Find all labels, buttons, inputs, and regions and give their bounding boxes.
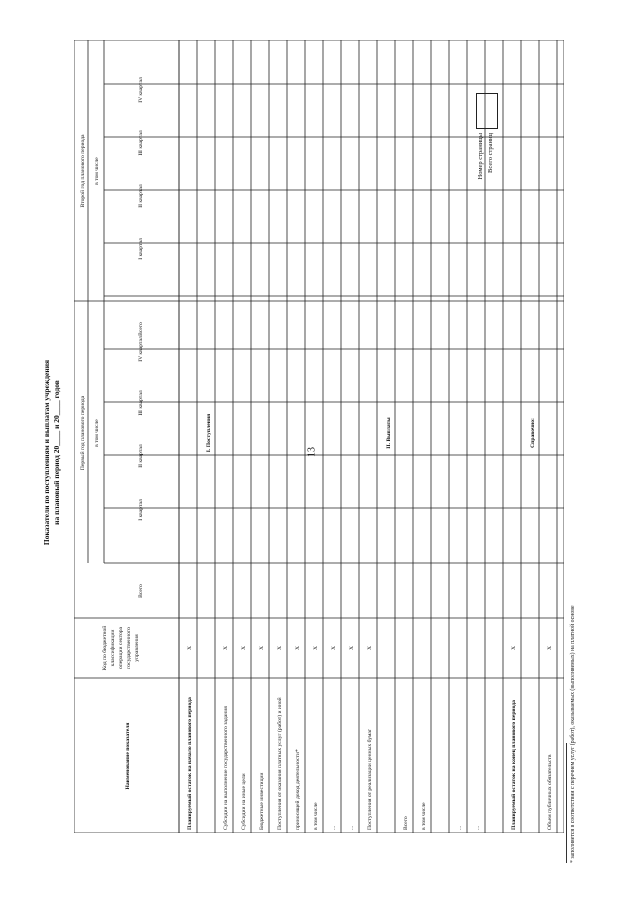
row-code: X: [331, 645, 337, 651]
page-counter: [476, 93, 536, 203]
quarter-header: IV квартал: [138, 336, 144, 362]
period1-header: Первый год планового периода: [80, 395, 86, 471]
row-label: ...: [475, 825, 481, 830]
page-number-box[interactable]: [476, 93, 498, 129]
row-label: Планируемый остаток на начало планового периода: [187, 697, 193, 830]
row-code: X: [259, 645, 265, 651]
page-number: 13: [306, 447, 318, 457]
row-label: Поступления от оказания платных услуг (работ) и иной: [277, 697, 283, 830]
row-label: в том числе: [421, 802, 427, 830]
quarter-header: I квартал: [138, 238, 144, 260]
col-code-header: Код по бюджетной: [102, 625, 108, 671]
total-pages-label: Всего страниц: [487, 133, 494, 173]
row-code: X: [187, 645, 193, 651]
landscape-sheet: [40, 40, 600, 865]
row-label: ...: [457, 825, 463, 830]
section-receipts: I. Поступления: [206, 413, 212, 453]
period1-incl: в том числе: [94, 419, 100, 447]
row-label: Субсидии на иные цели: [241, 773, 247, 830]
quarter-header: I квартал: [138, 499, 144, 521]
quarter-header: IV квартал: [138, 77, 144, 103]
row-code: X: [241, 645, 247, 651]
row-code: X: [349, 645, 355, 651]
col-code-header: управления: [134, 634, 140, 662]
col-code-header: операции сектора: [118, 626, 124, 670]
section-payments: II. Выплаты: [386, 417, 392, 449]
row-label: приносящей доход деятельности*: [295, 749, 301, 830]
period2-header: Второй год планового периода: [80, 134, 86, 208]
period2-incl: в том числе: [94, 157, 100, 185]
footnote: * заполняется в соответствии с перечнем услуг (работ), оказываемых (выполняемых) на платной основе: [570, 605, 576, 863]
row-code: X: [223, 645, 229, 651]
table-subtitle: на плановый период 20____ и 20____ годов: [52, 380, 61, 525]
col-name-header: Наименование показателя: [125, 722, 131, 790]
total-header: Всего: [138, 322, 144, 336]
row-label: ...: [349, 825, 355, 830]
row-label: Субсидии на выполнение государственного задания: [223, 706, 229, 830]
quarter-header: II квартал: [138, 444, 144, 468]
row-label: в том числе: [313, 802, 319, 830]
col-code-header: государственного: [126, 627, 132, 669]
row-code: X: [295, 645, 301, 651]
row-code: X: [547, 645, 553, 651]
col-code-header: классификации: [110, 629, 116, 667]
table-title: Показатели по поступлениям и выплатам учреждения: [42, 359, 51, 546]
section-reference: Справочно:: [530, 418, 536, 448]
row-label: Объем публичных обязательств: [547, 754, 553, 830]
row-code: X: [277, 645, 283, 651]
row-code: X: [313, 645, 319, 651]
row-label: ...: [331, 825, 337, 830]
footnote-divider: [566, 743, 567, 863]
total-header: Всего: [138, 584, 144, 598]
page-number-label: Номер страницы: [477, 133, 484, 180]
row-label: Поступления от реализации ценных бумаг: [367, 728, 373, 830]
quarter-header: III квартал: [138, 390, 144, 416]
row-code: X: [367, 645, 373, 651]
quarter-header: III квартал: [138, 130, 144, 156]
row-code: X: [511, 645, 517, 651]
row-label: Планируемый остаток на конец планового периода: [511, 700, 517, 830]
row-label: Бюджетные инвестиции: [259, 772, 265, 830]
quarter-header: II квартал: [138, 184, 144, 208]
row-label: Всего: [403, 816, 409, 830]
